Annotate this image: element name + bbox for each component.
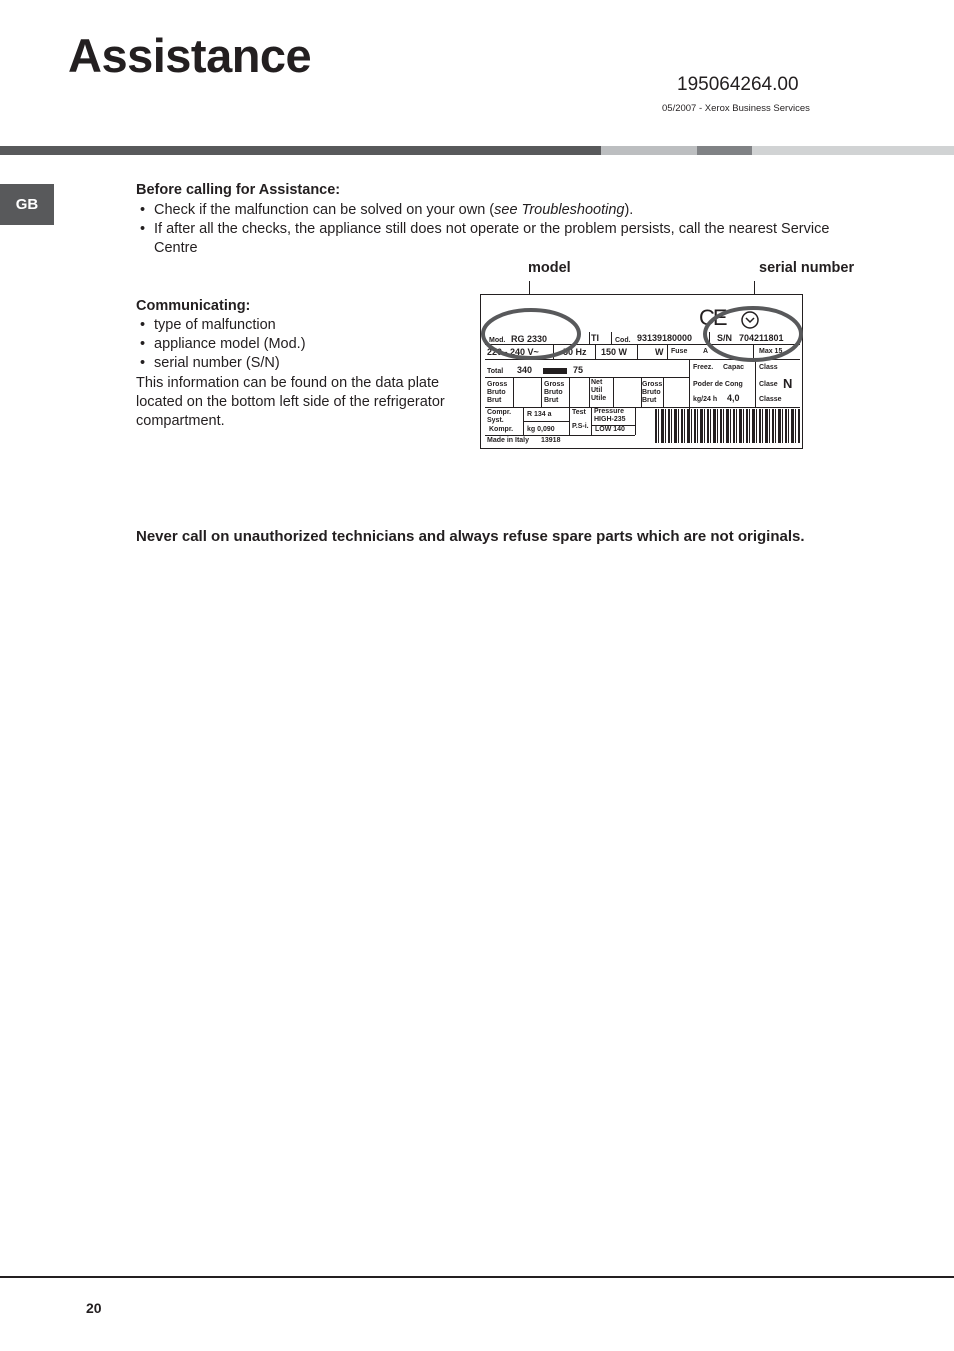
plate-class-en: Class — [759, 364, 778, 371]
plate-mod-label: Mod. — [489, 337, 506, 344]
list-item: • If after all the checks, the appliance still does not operate or the problem persists, call the nearest Service Centre — [136, 220, 856, 258]
plate-cod-label: Cod. — [615, 337, 631, 344]
plate-power: 150 W — [601, 347, 628, 357]
warning-text: Never call on unauthorized technicians and always refuse spare parts which are not originals. — [136, 528, 805, 545]
barcode — [655, 409, 801, 443]
plate-compressor-system: Compr. Syst. — [487, 409, 512, 424]
plate-total-label: Total — [487, 368, 504, 375]
page-title: Assistance — [68, 29, 312, 82]
header-bar-dark — [0, 146, 601, 155]
plate-ti: TI — [591, 333, 599, 343]
plate-gross-2: Gross Bruto Brut — [544, 381, 565, 404]
plate-freez: Freez. — [693, 364, 714, 371]
plate-kg24-value: 4,0 — [727, 393, 740, 403]
list-item — [136, 201, 856, 220]
plate-clase: Clase — [759, 381, 778, 388]
communicating-list — [136, 316, 466, 373]
model-callout-label: model — [528, 260, 571, 276]
page-number: 20 — [86, 1300, 102, 1316]
plate-frequency: 50 Hz — [563, 347, 587, 357]
plate-sn-label: S/N — [717, 333, 733, 343]
plate-pressure: Pressure HIGH-235 — [594, 408, 626, 423]
plate-cod-value: 93139180000 — [637, 333, 693, 343]
plate-serial-value: 704211801 — [739, 333, 784, 343]
serial-highlight-ellipse — [700, 302, 810, 366]
plate-capac: Capac — [723, 364, 745, 371]
document-code: 195064264.00 — [677, 74, 799, 95]
plate-star-value: 75 — [573, 365, 584, 375]
plate-climate-class: N — [783, 376, 793, 391]
plate-made-code: 13918 — [541, 437, 561, 444]
troubleshooting-reference: see Troubleshooting — [494, 202, 625, 218]
before-calling-heading: Before calling for Assistance: — [136, 182, 341, 198]
plate-kg24: kg/24 h — [693, 396, 718, 403]
serial-callout-label: serial number — [759, 260, 855, 276]
communicating-heading: Communicating: — [136, 298, 251, 314]
before-calling-list — [136, 201, 856, 258]
plate-model-value: RG 2330 — [511, 334, 548, 344]
header-bar-mid — [697, 146, 752, 155]
plate-amp: A — [703, 348, 709, 355]
data-plate-location-note: This information can be found on the data plate located on the bottom left side of the refrigerator compartment. — [136, 375, 445, 429]
plate-refrigerant-kg: kg 0,090 — [527, 426, 555, 433]
plate-voltage: 220 - 240 V~ — [487, 347, 539, 357]
plate-power-2: W — [655, 347, 664, 357]
model-highlight-ellipse — [478, 304, 588, 364]
plate-gross-1: Gross Bruto Brut — [487, 381, 508, 404]
plate-net: Net Util Utile — [591, 379, 607, 402]
plate-made-in: Made in Italy — [487, 437, 530, 444]
plate-test: Test — [572, 409, 586, 416]
header-bar-light — [601, 146, 697, 155]
language-tab: GB — [0, 184, 54, 225]
plate-kompr: Kompr. — [489, 426, 514, 433]
plate-refrigerant: R 134 a — [527, 411, 552, 418]
bullet-text: Check if the malfunction can be solved on your own ( — [154, 202, 495, 218]
list-item: • type of malfunction — [136, 316, 466, 335]
list-item: • serial number (S/N) — [136, 354, 466, 373]
footer-rule — [0, 1276, 954, 1278]
plate-psi: P.S-i. — [572, 423, 589, 430]
plate-total-value: 340 — [517, 365, 533, 375]
ce-mark: CE — [699, 305, 726, 330]
document-meta: 05/2007 - Xerox Business Services — [662, 103, 810, 114]
header-bar-pale — [752, 146, 954, 155]
plate-max: Max 15 — [759, 348, 783, 355]
star-rating-icon — [543, 368, 567, 374]
list-item: • appliance model (Mod.) — [136, 335, 466, 354]
plate-poder: Poder de Cong — [693, 381, 743, 388]
plate-low-pressure: LOW 140 — [595, 426, 625, 433]
plate-gross-3: Gross Bruto Brut — [642, 381, 663, 404]
bullet-text-end: ). — [624, 202, 634, 218]
plate-classe: Classe — [759, 396, 782, 403]
plate-fuse: Fuse — [671, 348, 688, 355]
